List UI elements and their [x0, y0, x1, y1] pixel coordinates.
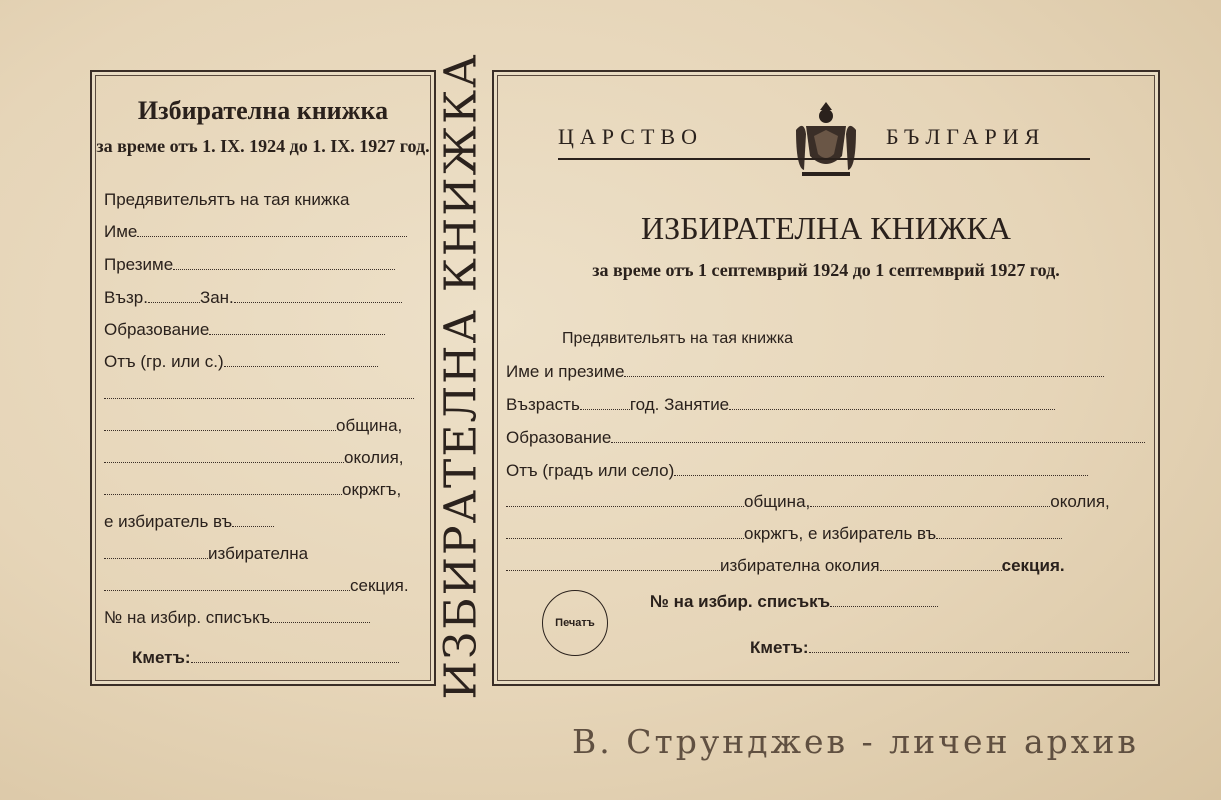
- stub-age-label: Възр.: [104, 288, 148, 307]
- stub-municipality-label: община,: [336, 416, 403, 435]
- main-name-label: Име и презиме: [506, 362, 625, 381]
- main-mayor-label: Кметъ:: [750, 638, 809, 657]
- main-district-label: околия,: [1050, 492, 1110, 511]
- stub-address-field[interactable]: [104, 386, 414, 399]
- stub-subtitle: за време отъ 1. IX. 1924 до 1. IX. 1927 год.: [96, 136, 430, 156]
- coat-of-arms-icon: [792, 96, 860, 188]
- main-voter-field[interactable]: [936, 526, 1062, 539]
- stub-occupation-field[interactable]: [234, 290, 402, 303]
- main-education-field[interactable]: [611, 430, 1145, 443]
- stub-age-field[interactable]: [148, 290, 200, 303]
- stub-surname-label: Презиме: [104, 255, 174, 274]
- stub-list-field[interactable]: [270, 610, 370, 623]
- main-section-field[interactable]: [880, 558, 1002, 571]
- stub-list-label: № на избир. списъкъ: [104, 608, 271, 627]
- main-list-field[interactable]: [830, 594, 938, 607]
- header-rule: [558, 158, 1090, 160]
- main-region-label: окржгъ, е избиратель въ: [744, 524, 937, 543]
- spine-title: ИЗБИРАТЕЛНА КНИЖКА: [435, 52, 487, 700]
- main-age-field[interactable]: [580, 397, 630, 410]
- stub-region-label: окржгъ,: [342, 480, 402, 499]
- stub-from-field[interactable]: [224, 354, 378, 367]
- main-section-label: секция.: [1001, 556, 1065, 575]
- stub-panel: [90, 70, 436, 686]
- main-electoral-label: избирателна околия: [720, 556, 880, 575]
- seal-circle: [542, 590, 608, 656]
- stub-education-label: Образование: [104, 320, 210, 339]
- main-municipality-field[interactable]: [506, 494, 744, 507]
- seal-label: Печатъ: [555, 617, 595, 629]
- stub-intro: Предявительятъ на тая книжка: [104, 190, 350, 209]
- stub-occupation-label: Зан.: [199, 288, 234, 307]
- stub-municipality-field[interactable]: [104, 418, 336, 431]
- stub-name-label: Име: [104, 222, 138, 241]
- main-occupation-field[interactable]: [729, 397, 1055, 410]
- main-education-label: Образование: [506, 428, 612, 447]
- main-from-field[interactable]: [674, 463, 1088, 476]
- main-intro: Предявительятъ на тая книжка: [562, 330, 794, 347]
- stub-section-label: секция.: [350, 576, 409, 595]
- stub-district-label: околия,: [344, 448, 404, 467]
- main-years-label: год. Занятие: [629, 395, 730, 414]
- main-electoral-field[interactable]: [506, 558, 720, 571]
- main-mayor-signature[interactable]: [809, 640, 1129, 653]
- kingdom-right: БЪЛГАРИЯ: [886, 124, 1046, 149]
- stub-section-field[interactable]: [104, 578, 350, 591]
- archive-watermark: В. Струнджев - личен архив: [572, 722, 1139, 761]
- stub-electoral-label: избирателна: [208, 544, 309, 563]
- spine: [430, 52, 492, 700]
- main-age-label: Възрасть: [506, 395, 580, 414]
- main-district-field[interactable]: [810, 494, 1050, 507]
- stub-region-field[interactable]: [104, 482, 342, 495]
- main-from-label: Отъ (градъ или село): [506, 461, 675, 480]
- kingdom-left: ЦАРСТВО: [558, 124, 703, 149]
- stub-education-field[interactable]: [209, 322, 385, 335]
- main-panel: [492, 70, 1160, 686]
- stub-voter-field[interactable]: [232, 514, 274, 527]
- main-municipality-label: община,: [744, 492, 811, 511]
- stub-surname-field[interactable]: [173, 257, 395, 270]
- stub-mayor-signature[interactable]: [191, 650, 399, 663]
- main-subtitle: за време отъ 1 септемврий 1924 до 1 септемврий 1927 год.: [592, 260, 1060, 280]
- main-region-field[interactable]: [506, 526, 744, 539]
- main-name-field[interactable]: [624, 364, 1104, 377]
- stub-name-field[interactable]: [137, 224, 407, 237]
- main-list-label: № на избир. списъкъ: [650, 592, 831, 611]
- stub-district-field[interactable]: [104, 450, 344, 463]
- stub-electoral-field[interactable]: [104, 546, 208, 559]
- stub-from-label: Отъ (гр. или с.): [104, 352, 224, 371]
- stub-title: Избирателна книжка: [137, 96, 389, 125]
- stub-mayor-label: Кметъ:: [132, 648, 191, 667]
- main-title: ИЗБИРАТЕЛНА КНИЖКА: [641, 210, 1011, 246]
- stub-voter-label: е избиратель въ: [104, 512, 233, 531]
